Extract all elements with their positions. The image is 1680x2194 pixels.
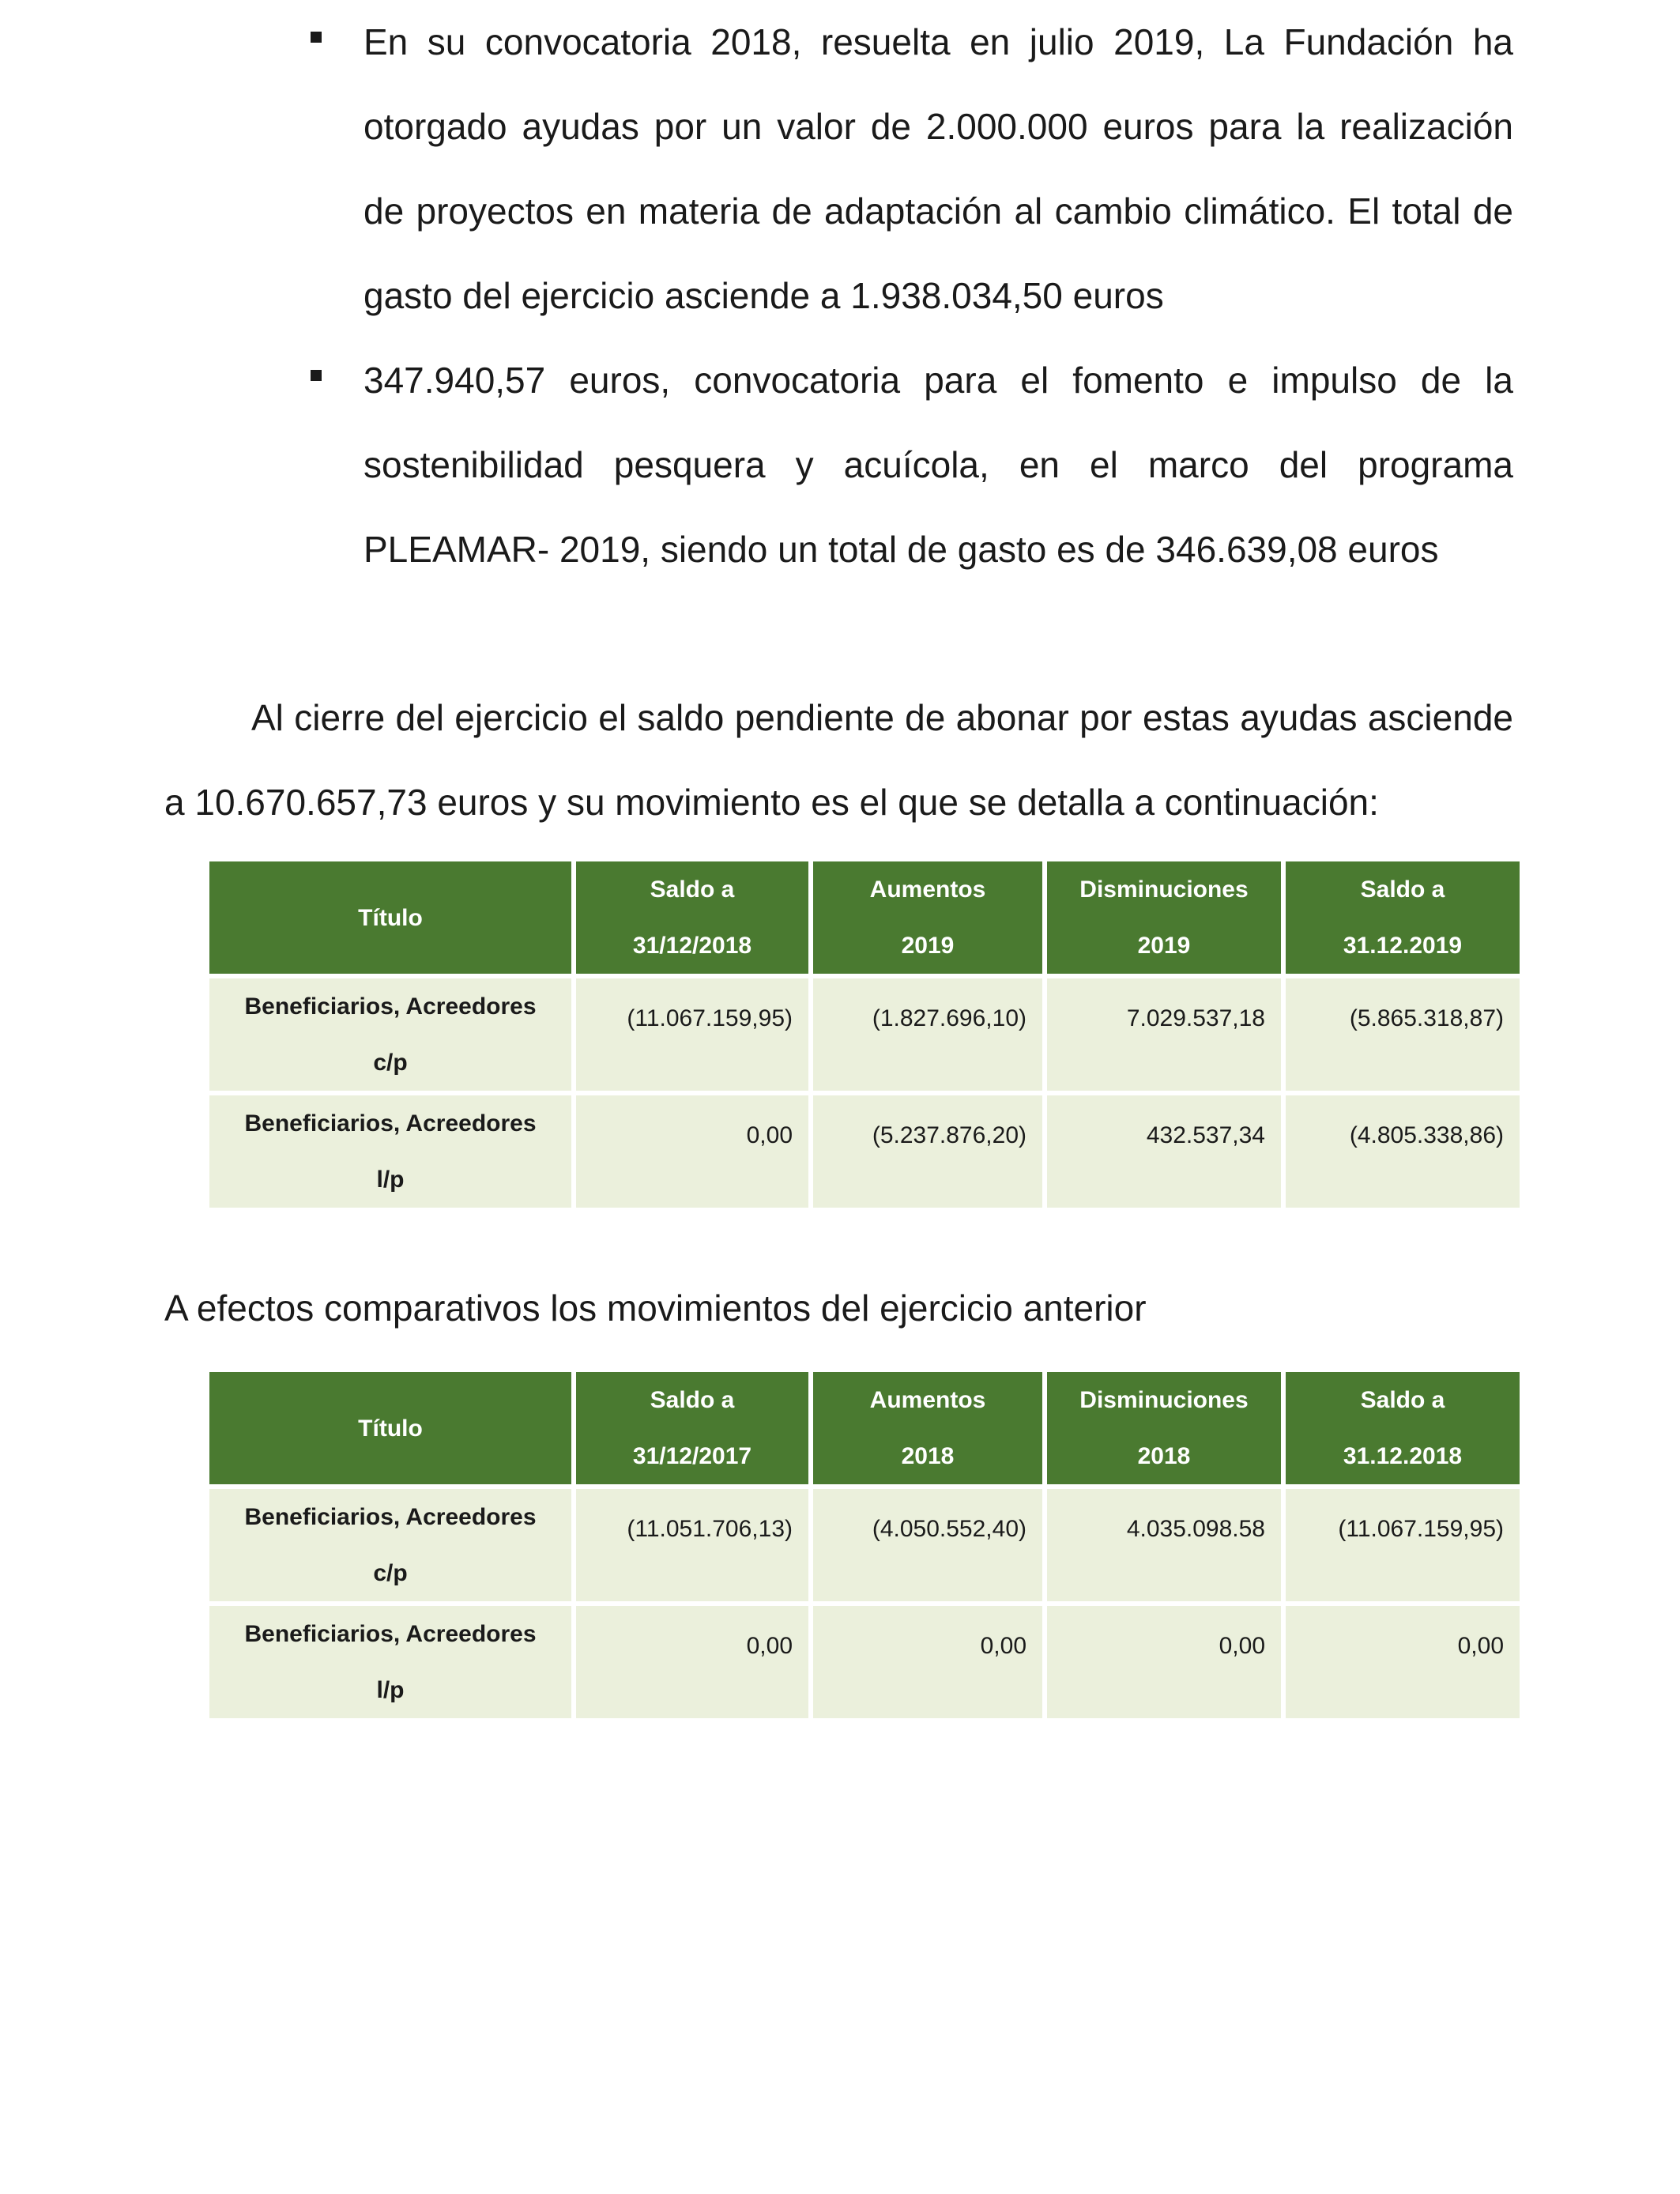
bullet-text: 347.940,57 euros, convocatoria para el fomento e impulso de la sostenibilidad pesquera y acuícola, en el marco del programa PLEAMAR- 2019, siendo un total de gasto es de 346.639,08 euros [363,360,1513,570]
cell-saldo-inicial: (11.051.706,13) [576,1489,808,1601]
header-aumentos: Aumentos 2019 [813,861,1042,974]
header-titulo: Título [209,1372,571,1484]
cell-saldo-final: (5.865.318,87) [1286,978,1520,1091]
cell-aumentos: 0,00 [813,1606,1042,1718]
cell-saldo-inicial: (11.067.159,95) [576,978,808,1091]
cell-saldo-final: (4.805.338,86) [1286,1095,1520,1208]
cell-disminuciones: 0,00 [1047,1606,1281,1718]
table-header-row [209,1372,1520,1484]
bullet-item-convocatoria-2018 [304,0,1513,338]
header-saldo-final: Saldo a 31.12.2018 [1286,1372,1520,1484]
table-movimiento-2019 [205,857,1524,1212]
bullet-text: En su convocatoria 2018, resuelta en julio 2019, La Fundación ha otorgado ayudas por un valor de 2.000.000 euros para la realización de proyectos en materia de adaptación al cambio climático. El total de gasto del ejercicio asciende a 1.938.034,50 euros [363,21,1513,316]
cell-disminuciones: 4.035.098.58 [1047,1489,1281,1601]
bullet-list [304,0,1513,592]
bullet-item-pleamar [304,338,1513,592]
header-disminuciones: Disminuciones 2018 [1047,1372,1281,1484]
square-bullet-icon [311,32,322,43]
cell-disminuciones: 7.029.537,18 [1047,978,1281,1091]
table-row [209,1606,1520,1718]
header-aumentos: Aumentos 2018 [813,1372,1042,1484]
table-row [209,1489,1520,1601]
table-row [209,1095,1520,1208]
row-label: Beneficiarios, Acreedores c/p [209,978,571,1091]
paragraph-saldo: Al cierre del ejercicio el saldo pendiente de abonar por estas ayudas asciende a 10.670.657,73 euros y su movimiento es el que se detalla a continuación: [164,697,1513,823]
header-disminuciones: Disminuciones 2019 [1047,861,1281,974]
table-header-row [209,861,1520,974]
row-label: Beneficiarios, Acreedores l/p [209,1095,571,1208]
table-row [209,978,1520,1091]
header-saldo-final: Saldo a 31.12.2019 [1286,861,1520,974]
cell-aumentos: (4.050.552,40) [813,1489,1042,1601]
square-bullet-icon [311,370,322,381]
header-saldo-inicial: Saldo a 31/12/2018 [576,861,808,974]
row-label: Beneficiarios, Acreedores l/p [209,1606,571,1718]
cell-saldo-inicial: 0,00 [576,1095,808,1208]
cell-disminuciones: 432.537,34 [1047,1095,1281,1208]
cell-aumentos: (1.827.696,10) [813,978,1042,1091]
cell-saldo-final: 0,00 [1286,1606,1520,1718]
header-titulo: Título [209,861,571,974]
cell-saldo-inicial: 0,00 [576,1606,808,1718]
table-movimiento-2018 [205,1367,1524,1723]
cell-saldo-final: (11.067.159,95) [1286,1489,1520,1601]
cell-aumentos: (5.237.876,20) [813,1095,1042,1208]
header-saldo-inicial: Saldo a 31/12/2017 [576,1372,808,1484]
row-label: Beneficiarios, Acreedores c/p [209,1489,571,1601]
paragraph-comparativo: A efectos comparativos los movimientos del ejercicio anterior [164,1287,1147,1329]
